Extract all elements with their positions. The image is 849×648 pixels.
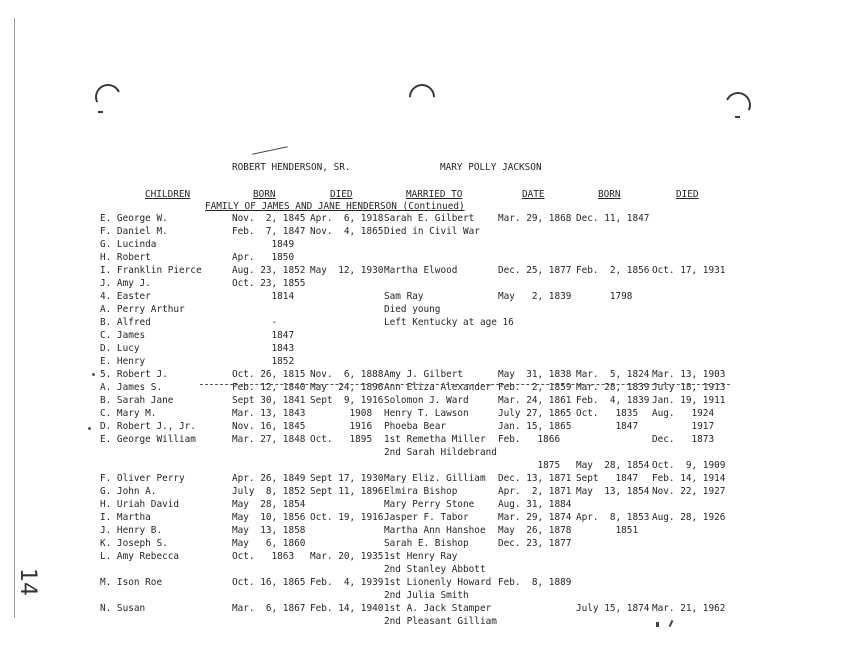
- cell-born: Sept 30, 1841: [232, 395, 306, 406]
- cell-born: Oct. 26, 1815: [232, 369, 306, 380]
- cell-spouse-born: Feb. 4, 1839: [576, 395, 650, 406]
- cell-born: Feb. 12, 1840: [232, 382, 306, 393]
- cell-marriage-date: May 2, 1839: [498, 291, 572, 302]
- column-header-born: BORN: [253, 189, 276, 200]
- cell-married-to: Jasper F. Tabor: [384, 512, 469, 523]
- cell-spouse-born: 1847: [576, 421, 639, 432]
- pen-scratch: [252, 146, 287, 154]
- cell-died: Nov. 6, 1888: [310, 369, 384, 380]
- cell-child: D. Robert J., Jr.: [100, 421, 196, 432]
- cell-married-to: 2nd Sarah Hildebrand: [384, 447, 497, 458]
- cell-born: 1847: [232, 330, 295, 341]
- cell-marriage-date: Feb. 1866: [498, 434, 561, 445]
- cell-born: May 28, 1854: [232, 499, 306, 510]
- cell-child: N. Susan: [100, 603, 146, 614]
- cell-married-to: Mary Perry Stone: [384, 499, 475, 510]
- cell-marriage-date: Mar. 29, 1874: [498, 512, 572, 523]
- cell-died: Sept 11, 1896: [310, 486, 384, 497]
- cell-marriage-date: Aug. 31, 1884: [498, 499, 572, 510]
- cell-married-to: Martha Elwood: [384, 265, 458, 276]
- cell-born: 1843: [232, 343, 295, 354]
- cell-married-to: 1st Remetha Miller: [384, 434, 486, 445]
- cell-married-to: 2nd Stanley Abbott: [384, 564, 486, 575]
- column-header-children: CHILDREN: [145, 189, 191, 200]
- cell-spouse-died: Aug. 1924: [652, 408, 715, 419]
- cell-born: 1852: [232, 356, 295, 367]
- cell-died: Sept 9, 1916: [310, 395, 384, 406]
- cell-marriage-date: Dec. 23, 1877: [498, 538, 572, 549]
- cell-child: J. Amy J.: [100, 278, 151, 289]
- cell-died: Oct. 1895: [310, 434, 373, 445]
- cell-married-to: Amy J. Gilbert: [384, 369, 464, 380]
- cell-child: G. John A.: [100, 486, 157, 497]
- cell-spouse-died: Oct. 17, 1931: [652, 265, 726, 276]
- cell-spouse-born: 1851: [576, 525, 639, 536]
- ink-smudge: [88, 427, 91, 430]
- cell-child: L. Amy Rebecca: [100, 551, 180, 562]
- cell-married-to: Henry T. Lawson: [384, 408, 469, 419]
- cell-married-to: Sam Ray: [384, 291, 424, 302]
- cell-spouse-born: Oct. 1835: [576, 408, 639, 419]
- cell-died: Nov. 4, 1865: [310, 226, 384, 237]
- cell-spouse-born: Feb. 2, 1856: [576, 265, 650, 276]
- cell-spouse-born: Sept 1847: [576, 473, 639, 484]
- cell-died: 1908: [310, 408, 373, 419]
- cell-spouse-born: Apr. 8, 1853: [576, 512, 650, 523]
- cell-born: -: [232, 317, 278, 328]
- cell-marriage-date: Feb. 8, 1889: [498, 577, 572, 588]
- cell-born: Mar. 13, 1843: [232, 408, 306, 419]
- cell-marriage-date: 1875: [498, 460, 561, 471]
- cell-child: 5. Robert J.: [100, 369, 168, 380]
- cell-married-to: 1st A. Jack Stamper: [384, 603, 492, 614]
- cell-spouse-died: Aug. 28, 1926: [652, 512, 726, 523]
- cell-spouse-born: Dec. 11, 1847: [576, 213, 650, 224]
- cell-marriage-date: May 26, 1878: [498, 525, 572, 536]
- ink-mark: [656, 622, 659, 627]
- family-subheading: FAMILY OF JAMES AND JANE HENDERSON (Continued): [205, 201, 465, 212]
- ink-mark: [669, 620, 674, 627]
- cell-child: G. Lucinda: [100, 239, 157, 250]
- cell-married-to: Phoeba Bear: [384, 421, 447, 432]
- cell-spouse-born: Mar. 28, 1839: [576, 382, 650, 393]
- cell-married-to: Mary Eliz. Gilliam: [384, 473, 486, 484]
- cell-married-to: 2nd Pleasant Gilliam: [384, 616, 497, 627]
- cell-died: Sept 17, 1930: [310, 473, 384, 484]
- cell-born: 1849: [232, 239, 295, 250]
- cell-child: H. Uriah David: [100, 499, 180, 510]
- cell-spouse-died: Nov. 22, 1927: [652, 486, 726, 497]
- cell-child: E. Henry: [100, 356, 146, 367]
- column-header-died: DIED: [330, 189, 353, 200]
- cell-married-to: 1st Henry Ray: [384, 551, 458, 562]
- cell-spouse-died: 1917: [652, 421, 715, 432]
- cell-born: July 8, 1852: [232, 486, 306, 497]
- cell-born: Nov. 16, 1845: [232, 421, 306, 432]
- cell-child: B. Alfred: [100, 317, 151, 328]
- cell-married-to: Elmira Bishop: [384, 486, 458, 497]
- cell-born: Oct. 1863: [232, 551, 295, 562]
- cell-died: Mar. 20, 1935: [310, 551, 384, 562]
- cell-born: May 13, 1858: [232, 525, 306, 536]
- cell-born: Mar. 27, 1848: [232, 434, 306, 445]
- mother-name: MARY POLLY JACKSON: [440, 162, 542, 173]
- column-header-date: DATE: [522, 189, 545, 200]
- cell-marriage-date: Jan. 15, 1865: [498, 421, 572, 432]
- cell-child: I. Martha: [100, 512, 151, 523]
- cell-spouse-died: Mar. 13, 1903: [652, 369, 726, 380]
- cell-married-to: Sarah E. Bishop: [384, 538, 469, 549]
- cell-born: Nov. 2, 1845: [232, 213, 306, 224]
- cell-born: Apr. 26, 1849: [232, 473, 306, 484]
- cell-married-to: 1st Lionenly Howard: [384, 577, 492, 588]
- cell-child: C. Mary M.: [100, 408, 157, 419]
- cell-died: Oct. 19, 1916: [310, 512, 384, 523]
- cell-married-to: Left Kentucky at age 16: [384, 317, 514, 328]
- cell-marriage-date: May 31, 1838: [498, 369, 572, 380]
- ink-smudge: [92, 373, 95, 376]
- cell-marriage-date: Dec. 25, 1877: [498, 265, 572, 276]
- cell-born: Aug. 23, 1852: [232, 265, 306, 276]
- column-header-married-to: MARRIED TO: [406, 189, 463, 200]
- punch-hole-mark: [404, 79, 441, 116]
- cell-spouse-born: July 15, 1874: [576, 603, 650, 614]
- cell-spouse-born: 1798: [576, 291, 633, 302]
- cell-spouse-died: Oct. 9, 1909: [652, 460, 726, 471]
- cell-born: Apr. 1850: [232, 252, 295, 263]
- cell-married-to: Died young: [384, 304, 441, 315]
- cell-born: Oct. 23, 1855: [232, 278, 306, 289]
- cell-child: E. George William: [100, 434, 196, 445]
- page-number: 14: [15, 568, 40, 596]
- cell-marriage-date: Feb. 2, 1859: [498, 382, 572, 393]
- cell-child: 4. Easter: [100, 291, 151, 302]
- cell-married-to: Ann Eliza Alexander: [384, 382, 492, 393]
- punch-hole-mark: [91, 80, 124, 113]
- cell-died: Apr. 6, 1918: [310, 213, 384, 224]
- cell-born: Mar. 6, 1867: [232, 603, 306, 614]
- cell-spouse-died: Dec. 1873: [652, 434, 715, 445]
- cell-spouse-died: Jan. 19, 1911: [652, 395, 726, 406]
- cell-child: C. James: [100, 330, 146, 341]
- cell-marriage-date: Dec. 13, 1871: [498, 473, 572, 484]
- cell-child: I. Franklin Pierce: [100, 265, 202, 276]
- cell-child: H. Robert: [100, 252, 151, 263]
- cell-died: Feb. 14, 1940: [310, 603, 384, 614]
- cell-married-to: Solomon J. Ward: [384, 395, 469, 406]
- punch-hole-tick: [735, 116, 740, 118]
- cell-child: A. Perry Arthur: [100, 304, 185, 315]
- cell-spouse-died: Mar. 21, 1962: [652, 603, 726, 614]
- cell-died: May 12, 1930: [310, 265, 384, 276]
- dashed-underline: [200, 384, 730, 386]
- cell-child: K. Joseph S.: [100, 538, 168, 549]
- cell-married-to: Died in Civil War: [384, 226, 480, 237]
- cell-marriage-date: Mar. 24, 1861: [498, 395, 572, 406]
- cell-died: 1916: [310, 421, 373, 432]
- cell-married-to: Martha Ann Hanshoe: [384, 525, 486, 536]
- cell-died: Feb. 4, 1939: [310, 577, 384, 588]
- cell-born: May 6, 1860: [232, 538, 306, 549]
- cell-child: J. Henry B.: [100, 525, 163, 536]
- cell-marriage-date: July 27, 1865: [498, 408, 572, 419]
- cell-spouse-died: Feb. 14, 1914: [652, 473, 726, 484]
- column-header-died-spouse: DIED: [676, 189, 699, 200]
- cell-born: 1814: [232, 291, 295, 302]
- cell-child: F. Daniel M.: [100, 226, 168, 237]
- cell-died: May 24, 1896: [310, 382, 384, 393]
- punch-hole-tick: [98, 111, 103, 113]
- cell-born: Oct. 16, 1865: [232, 577, 306, 588]
- cell-born: May 10, 1856: [232, 512, 306, 523]
- cell-spouse-born: May 13, 1854: [576, 486, 650, 497]
- cell-child: D. Lucy: [100, 343, 140, 354]
- cell-child: F. Oliver Perry: [100, 473, 185, 484]
- father-name: ROBERT HENDERSON, SR.: [232, 162, 351, 173]
- cell-marriage-date: Mar. 29, 1868: [498, 213, 572, 224]
- column-header-born-spouse: BORN: [598, 189, 621, 200]
- cell-spouse-born: May 28, 1854: [576, 460, 650, 471]
- cell-married-to: 2nd Julia Smith: [384, 590, 469, 601]
- cell-married-to: Sarah E. Gilbert: [384, 213, 475, 224]
- cell-child: B. Sarah Jane: [100, 395, 174, 406]
- cell-child: A. James S.: [100, 382, 163, 393]
- cell-child: E. George W.: [100, 213, 168, 224]
- cell-child: M. Ison Roe: [100, 577, 163, 588]
- page-edge-line: [14, 18, 15, 618]
- cell-marriage-date: Apr. 2, 1871: [498, 486, 572, 497]
- cell-spouse-born: Mar. 5, 1824: [576, 369, 650, 380]
- cell-spouse-died: July 18, 1913: [652, 382, 726, 393]
- cell-born: Feb. 7, 1847: [232, 226, 306, 237]
